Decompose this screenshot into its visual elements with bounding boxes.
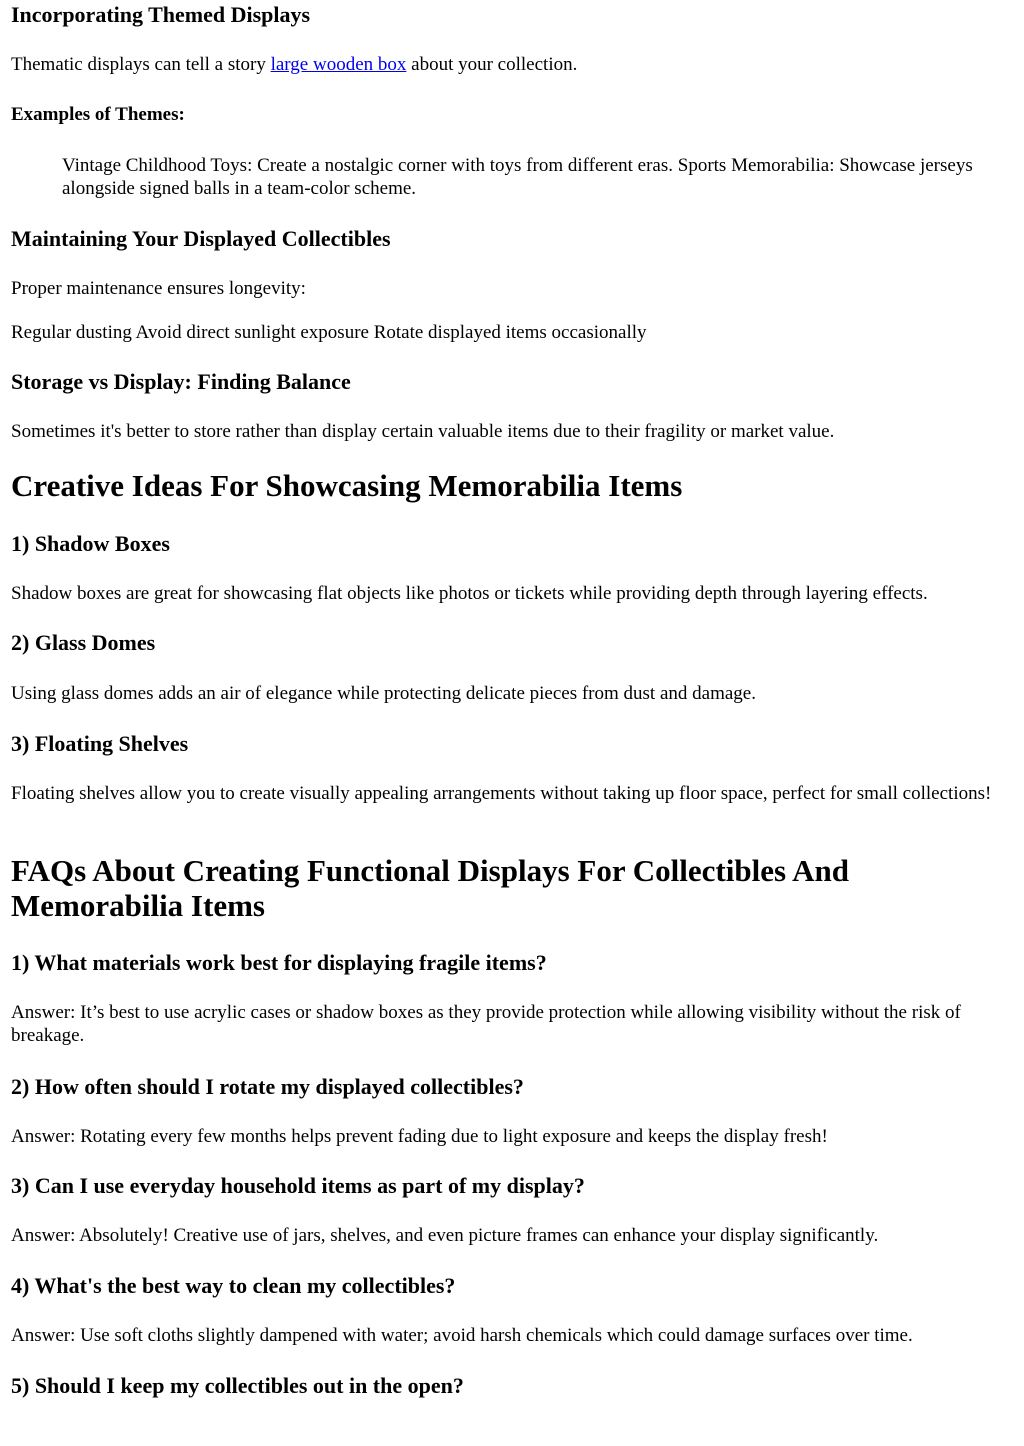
faqs-heading: FAQs About Creating Functional Displays For Collectibles And Memorabilia Items — [11, 853, 849, 923]
faq-answer: Answer: Rotating every few months helps prevent fading due to light exposure and keeps the display fresh! — [11, 1126, 828, 1147]
themed-intro-text-after: about your collection. — [406, 54, 578, 75]
themed-displays-heading: Incorporating Themed Displays — [11, 2, 311, 27]
creative-item-text: Using glass domes adds an air of elegance while protecting delicate pieces from dust and damage. — [11, 683, 756, 704]
creative-item-title: 2) Glass Domes — [11, 630, 156, 655]
themed-intro-text-before: Thematic displays can tell a story — [11, 54, 271, 75]
storage-vs-display-heading: Storage vs Display: Finding Balance — [11, 369, 351, 394]
creative-item-text: Floating shelves allow you to create visually appealing arrangements without taking up floor space, perfect for small collections! — [11, 783, 992, 804]
creative-item-title: 3) Floating Shelves — [11, 731, 189, 756]
storage-vs-display-text: Sometimes it's better to store rather than display certain valuable items due to their fragility or market value. — [11, 421, 835, 442]
creative-ideas-heading: Creative Ideas For Showcasing Memorabilia Items — [11, 468, 683, 503]
faq-question: 3) Can I use everyday household items as part of my display? — [11, 1173, 585, 1198]
faq-answer: Answer: Use soft cloths slightly dampened with water; avoid harsh chemicals which could damage surfaces over time. — [11, 1325, 913, 1346]
maintaining-collectibles-heading: Maintaining Your Displayed Collectibles — [11, 226, 391, 251]
faq-question: 2) How often should I rotate my displayed collectibles? — [11, 1074, 524, 1099]
maintenance-intro: Proper maintenance ensures longevity: — [11, 278, 306, 299]
faq-answer: Answer: It’s best to use acrylic cases or shadow boxes as they provide protection while allowing visibility without the risk of breakage. — [11, 1002, 961, 1046]
creative-item-text: Shadow boxes are great for showcasing flat objects like photos or tickets while providing depth through layering effects. — [11, 583, 928, 604]
faq-question: 1) What materials work best for displaying fragile items? — [11, 950, 547, 975]
maintenance-list: Regular dusting Avoid direct sunlight exposure Rotate displayed items occasionally — [11, 322, 647, 343]
themed-displays-intro — [11, 53, 577, 76]
examples-of-themes-text: Vintage Childhood Toys: Create a nostalgic corner with toys from different eras. Sports Memorabilia: Showcase jerseys alongside signed balls in a team-color scheme. — [62, 155, 973, 199]
creative-item-title: 1) Shadow Boxes — [11, 531, 170, 556]
examples-of-themes-label: Examples of Themes: — [11, 104, 185, 125]
large-wooden-box-link[interactable]: large wooden box — [270, 54, 407, 75]
faq-answer: Answer: Absolutely! Creative use of jars, shelves, and even picture frames can enhance your display significantly. — [11, 1225, 879, 1246]
faq-question: 5) Should I keep my collectibles out in the open? — [11, 1373, 464, 1398]
faq-question: 4) What's the best way to clean my collectibles? — [11, 1273, 456, 1298]
